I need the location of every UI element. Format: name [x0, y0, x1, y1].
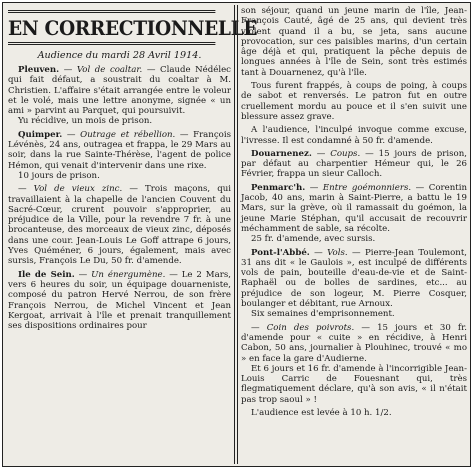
column-divider — [234, 5, 238, 464]
case-body: — 15 jours de prison, par défaut au charpentier Hémeur qui, le 26 Février, frappa un sieur Calloch. — [241, 148, 467, 180]
case-pleuven: Pleuven. — Vol de coaltar. — Claude Nédélec qui fait défaut, a soustrait du coaltar à M. Christien. L'affaire s'était arrangée entre le voleur et le volé, mais une lettre anonyme, signée « un ami » parvint au Parquet, qui poursuivit. Yu récidive, un mois de prison. — [8, 65, 231, 127]
case-place: Quimper. — [18, 129, 63, 140]
case-offense: Vol de vieux zinc. — [33, 184, 123, 195]
case-place: Ile de Sein. — [18, 269, 75, 280]
case-place: Douarnenez. — [251, 148, 312, 159]
case-quimper: Quimper. — Outrage et rébellion. — François Lévénès, 24 ans, outragea et frappa, le 29 Mars au soir, dans la rue Sainte-Thérèse, l'agent de police Hémon, qui venait d'intervenir dans une rixe. 10 jours de prison. — [8, 129, 231, 181]
case-ile-de-sein: Ile de Sein. — Un énergumène. — Le 2 Mars, vers 6 heures du soir, un équipage douarneniste, composé du patron Hervé Nerrou, de son frère François Nerrou, de Michel Vincent et Jean Kergoat, arrivait à l'île et prenait tranquillement ses dispositions ordinaires pour — [8, 269, 231, 332]
case-continuation-paragraph: Tous furent frappés, à coups de poing, à coups de sabot et renversés. Le patron fut en outre cruellement mordu au pouce et il s'en suivit une blessure assez grave. — [241, 81, 467, 122]
case-sentence: Yu récidive, un mois de prison. — [18, 116, 153, 127]
case-sentence: Et 6 jours et 16 fr. d'amende à l'incorrigible Jean-Louis Carric de Fouesnant qui, très flegmatiquement déclare, qu'à son avis, « il n'était pas trop saoul » ! — [241, 363, 467, 405]
case-body: — Trois maçons, qui travaillaient à la chapelle de l'ancien Couvent du Sacré-Cœur, crurent pouvoir s'approprier, au préjudice de la Ville, pour la revendre 7 fr. à une brocanteuse, des morceaux de vieux zinc, déposés dans une cour. Jean-Louis Le Goff attrape 6 jours, Yves Quéméner, 6 jours, également, mais avec sursis, François Le Du, 50 fr. d'amende. — [8, 184, 232, 267]
case-place: Pont-l'Abbé. — [251, 247, 310, 258]
newspaper-clipping — [2, 2, 471, 467]
case-body: — Claude Nédélec qui fait défaut, a soustrait du coaltar à M. Christien. L'affaire s'était arrangée entre le voleur et le volé, mais une lettre anonyme, signée « un ami » parvint au Parquet, qui poursuivit. — [8, 65, 231, 117]
case-offense: Entre goémonniers. — [322, 182, 412, 193]
case-body: — Pierre-Jean Toulemont, 31 ans dit « le Gaulois », est inculpé de différents vols de pain, bouteille d'eau-de-vie et de Saint-Raphaël ou de bolles de sardines, etc... au préjudice de son logeur, M. Pierre Cosquer, boulanger et débitant, rue Arnoux. — [241, 247, 467, 310]
case-sentence: 10 jours de prison. — [18, 170, 100, 181]
case-offense: Vol de coaltar. — [76, 65, 143, 75]
case-body: — Corentin Jacob, 40 ans, marin à Saint-Pierre, a battu le 19 Mars, sur la grève, où il ramassait du goémon, la jeune Marie Stéphan, qu'il accusait de recouvrir méchamment de sable, sa récolte. — [241, 182, 467, 234]
section-title: EN CORRECTIONNELLE — [8, 10, 215, 45]
case-sentence: 25 fr. d'amende, avec sursis. — [251, 234, 376, 245]
case-vieux-zinc: — Vol de vieux zinc. — Trois maçons, qui travaillaient à la chapelle de l'ancien Couvent du Sacré-Cœur, crurent pouvoir s'approprier, au préjudice de la Ville, pour la revendre 7 fr. à une brocanteuse, des morceaux de vieux zinc, déposés dans une cour. Jean-Louis Le Goff attrape 6 jours, Yves Quéméner, 6 jours, également, mais avec sursis, François Le Du, 50 fr. d'amende. — [8, 184, 232, 267]
case-place: Penmarc'h. — [251, 182, 306, 193]
case-offense: Coin des poivrots. — [266, 322, 355, 333]
case-offense: Outrage et rébellion. — [80, 129, 176, 140]
case-penmarch: Penmarc'h. — Entre goémonniers. — Corentin Jacob, 40 ans, marin à Saint-Pierre, a battu le 19 Mars, sur la grève, où il ramassait du goémon, la jeune Marie Stéphan, qu'il accusait de recouvrir méchamment de sable, sa récolte. 25 fr. d'amende, avec sursis. — [241, 182, 467, 245]
case-place: Pleuven. — [18, 65, 60, 75]
case-pont-labbe: Pont-l'Abbé. — Vols. — Pierre-Jean Toulemont, 31 ans dit « le Gaulois », est inculpé de différents vols de pain, bouteille d'eau-de-vie et de Saint-Raphaël ou de bolles de sardines, etc... au préjudice de son logeur, M. Pierre Cosquer, boulanger et débitant, rue Arnoux. Six semaines d'emprisonnement. — [241, 247, 467, 320]
case-offense: Vols. — [327, 247, 348, 258]
case-continuation: son séjour, quand un jeune marin de l'île, Jean-François Cauté, âgé de 25 ans, qui devient très violent quand il a bu, se jeta, sans aucune provocation, sur ces paisibles marins, d'un certain âge déjà et qui, pratiquent la pêche depuis de longues années à l'île de Sein, sont très estimés tant à Douarnenez, qu'à l'île. — [241, 6, 467, 78]
case-sentence: Six semaines d'emprisonnement. — [251, 309, 395, 320]
closing-line: L'audience est levée à 10 h. 1/2. — [251, 407, 392, 418]
left-column — [8, 6, 258, 463]
case-poivrots: — Coin des poivrots. — 15 jours et 30 fr. d'amende pour « cuite » en récidive, à Henri Cabon, 50 ans, journalier à Plouhinec, trouvé « mo » en face la gare d'Audierne. Et 6 jours et 16 fr. d'amende à l'incorrigible Jean-Louis Carric de Fouesnant qui, très flegmatiquement déclare, qu'à son avis, « il n'était pas trop saoul » ! — [241, 322, 467, 405]
case-continuation-paragraph: A l'audience, l'inculpé invoque comme excuse, l'ivresse. Il est condamné à 50 fr. d'amende. — [241, 125, 467, 146]
case-body: — François Lévénès, 24 ans, outragea et frappa, le 29 Mars au soir, dans la rue Sainte-Thérèse, l'agent de police Hémon, qui venait d'intervenir dans une rixe. — [8, 129, 231, 171]
case-douarnenez: Douarnenez. — Coups. — 15 jours de prison, par défaut au charpentier Hémeur qui, le 26 Février, frappa un sieur Calloch. — [241, 148, 467, 180]
case-body: — Le 2 Mars, vers 6 heures du soir, un équipage douarneniste, composé du patron Hervé Nerrou, de son frère François Nerrou, de Michel Vincent et Jean Kergoat, arrivait à l'île et prenait tranquillement ses dispositions ordinaires pour — [8, 269, 231, 332]
case-offense: Un énergumène. — [91, 269, 166, 280]
audience-date: Audience du mardi 28 Avril 1914. — [37, 50, 202, 61]
case-body: — 15 jours et 30 fr. d'amende pour « cuite » en récidive, à Henri Cabon, 50 ans, journalier à Plouhinec, trouvé « mo » en face la gare d'Audierne. — [241, 322, 467, 364]
right-column — [241, 6, 467, 463]
case-offense: Coups. — [330, 148, 361, 159]
